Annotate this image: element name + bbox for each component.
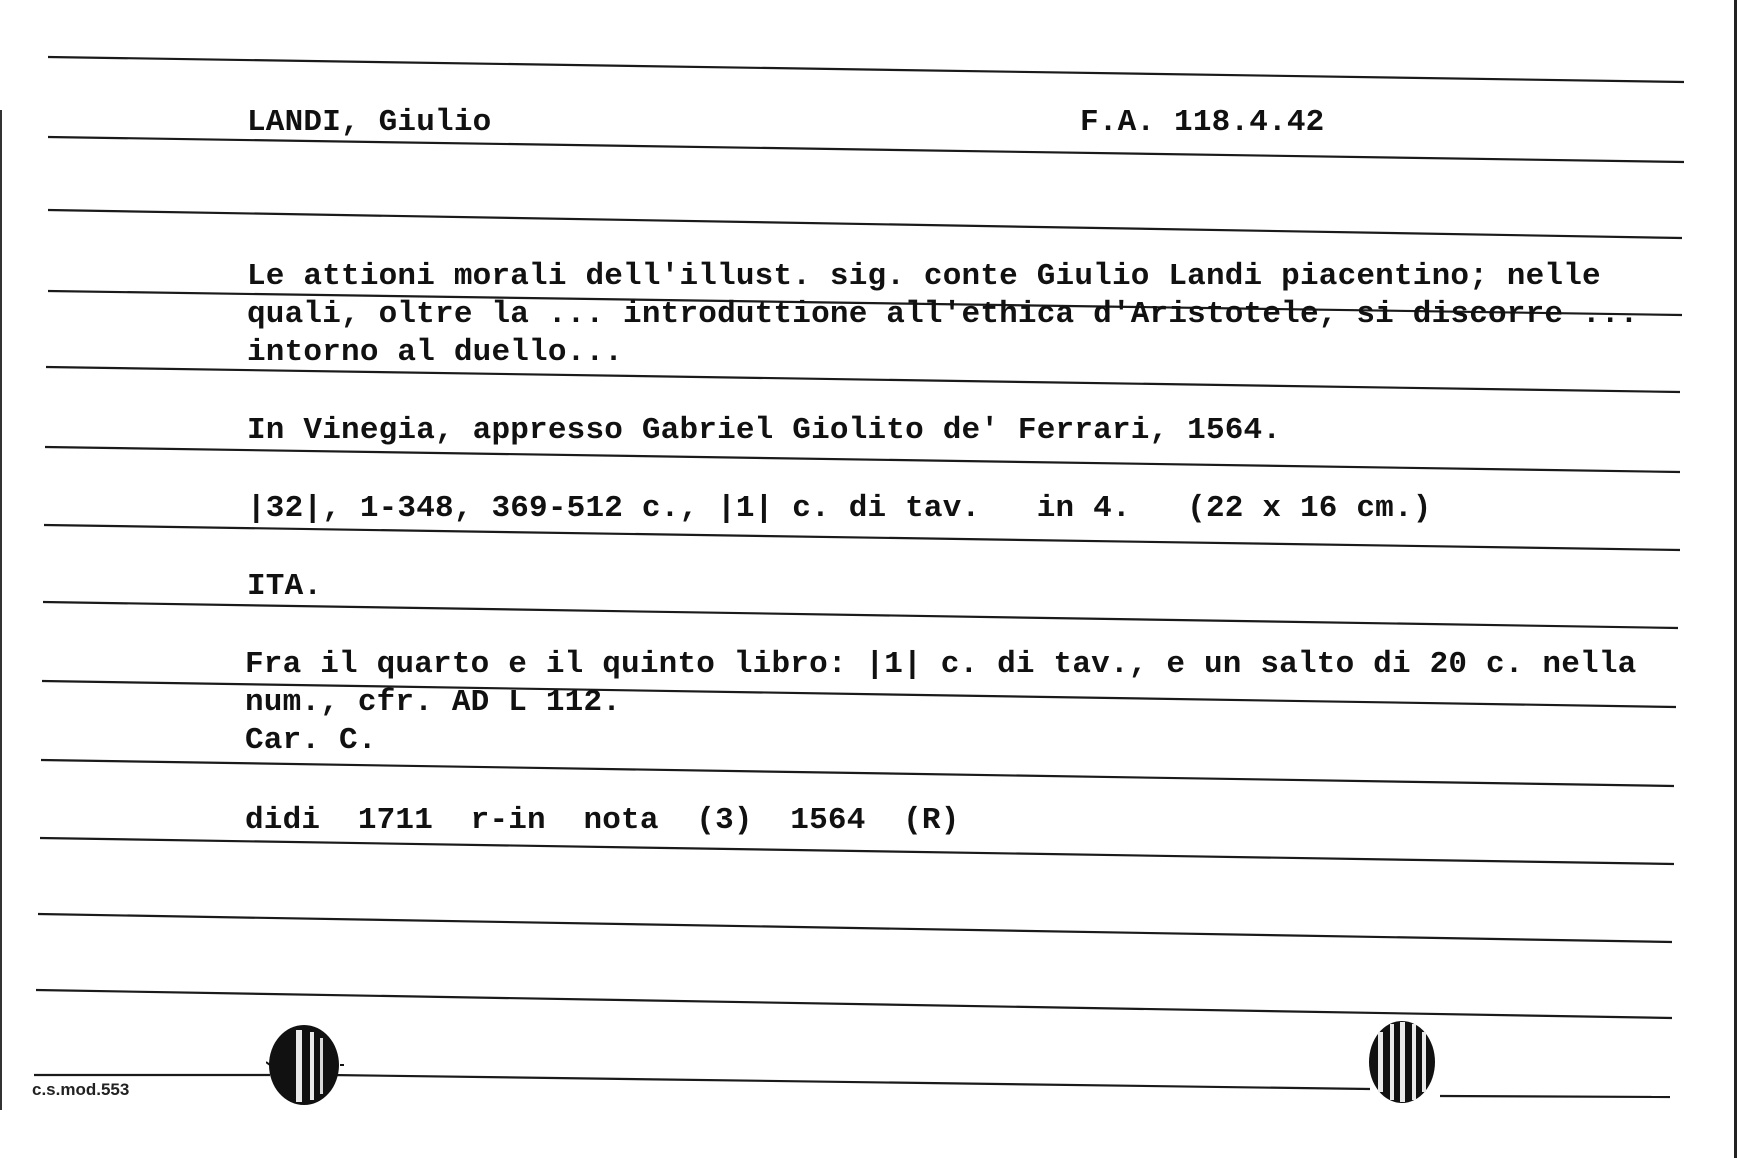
notes-line-3: Car. C. (245, 723, 377, 758)
card-right-edge (1734, 0, 1737, 1158)
punch-hole-right-icon (1364, 1018, 1442, 1106)
notes-line-1: Fra il quarto e il quinto libro: |1| c. di tav., e un salto di 20 c. nella (245, 647, 1637, 682)
title-line-2: quali, oltre la ... introduttione all'ethica d'Aristotele, si discorre ... (247, 297, 1639, 332)
punch-hole-left-icon (266, 1022, 344, 1108)
title-line-3: intorno al duello... (247, 335, 624, 370)
card-left-edge (0, 110, 2, 1110)
notes-line-2: num., cfr. AD L 112. (245, 685, 622, 720)
collation: |32|, 1-348, 369-512 c., |1| c. di tav. in 4. (22 x 16 cm.) (247, 491, 1432, 526)
title-line-1: Le attioni morali dell'illust. sig. conte Giulio Landi piacentino; nelle (247, 259, 1601, 294)
reference-code: didi 1711 r-in nota (3) 1564 (R) (245, 803, 960, 838)
imprint: In Vinegia, appresso Gabriel Giolito de' Ferrari, 1564. (247, 413, 1282, 448)
shelfmark: F.A. 118.4.42 (1080, 105, 1325, 140)
form-code-label: c.s.mod.553 (32, 1080, 130, 1099)
language-code: ITA. (247, 569, 323, 604)
author-heading: LANDI, Giulio (247, 105, 492, 140)
